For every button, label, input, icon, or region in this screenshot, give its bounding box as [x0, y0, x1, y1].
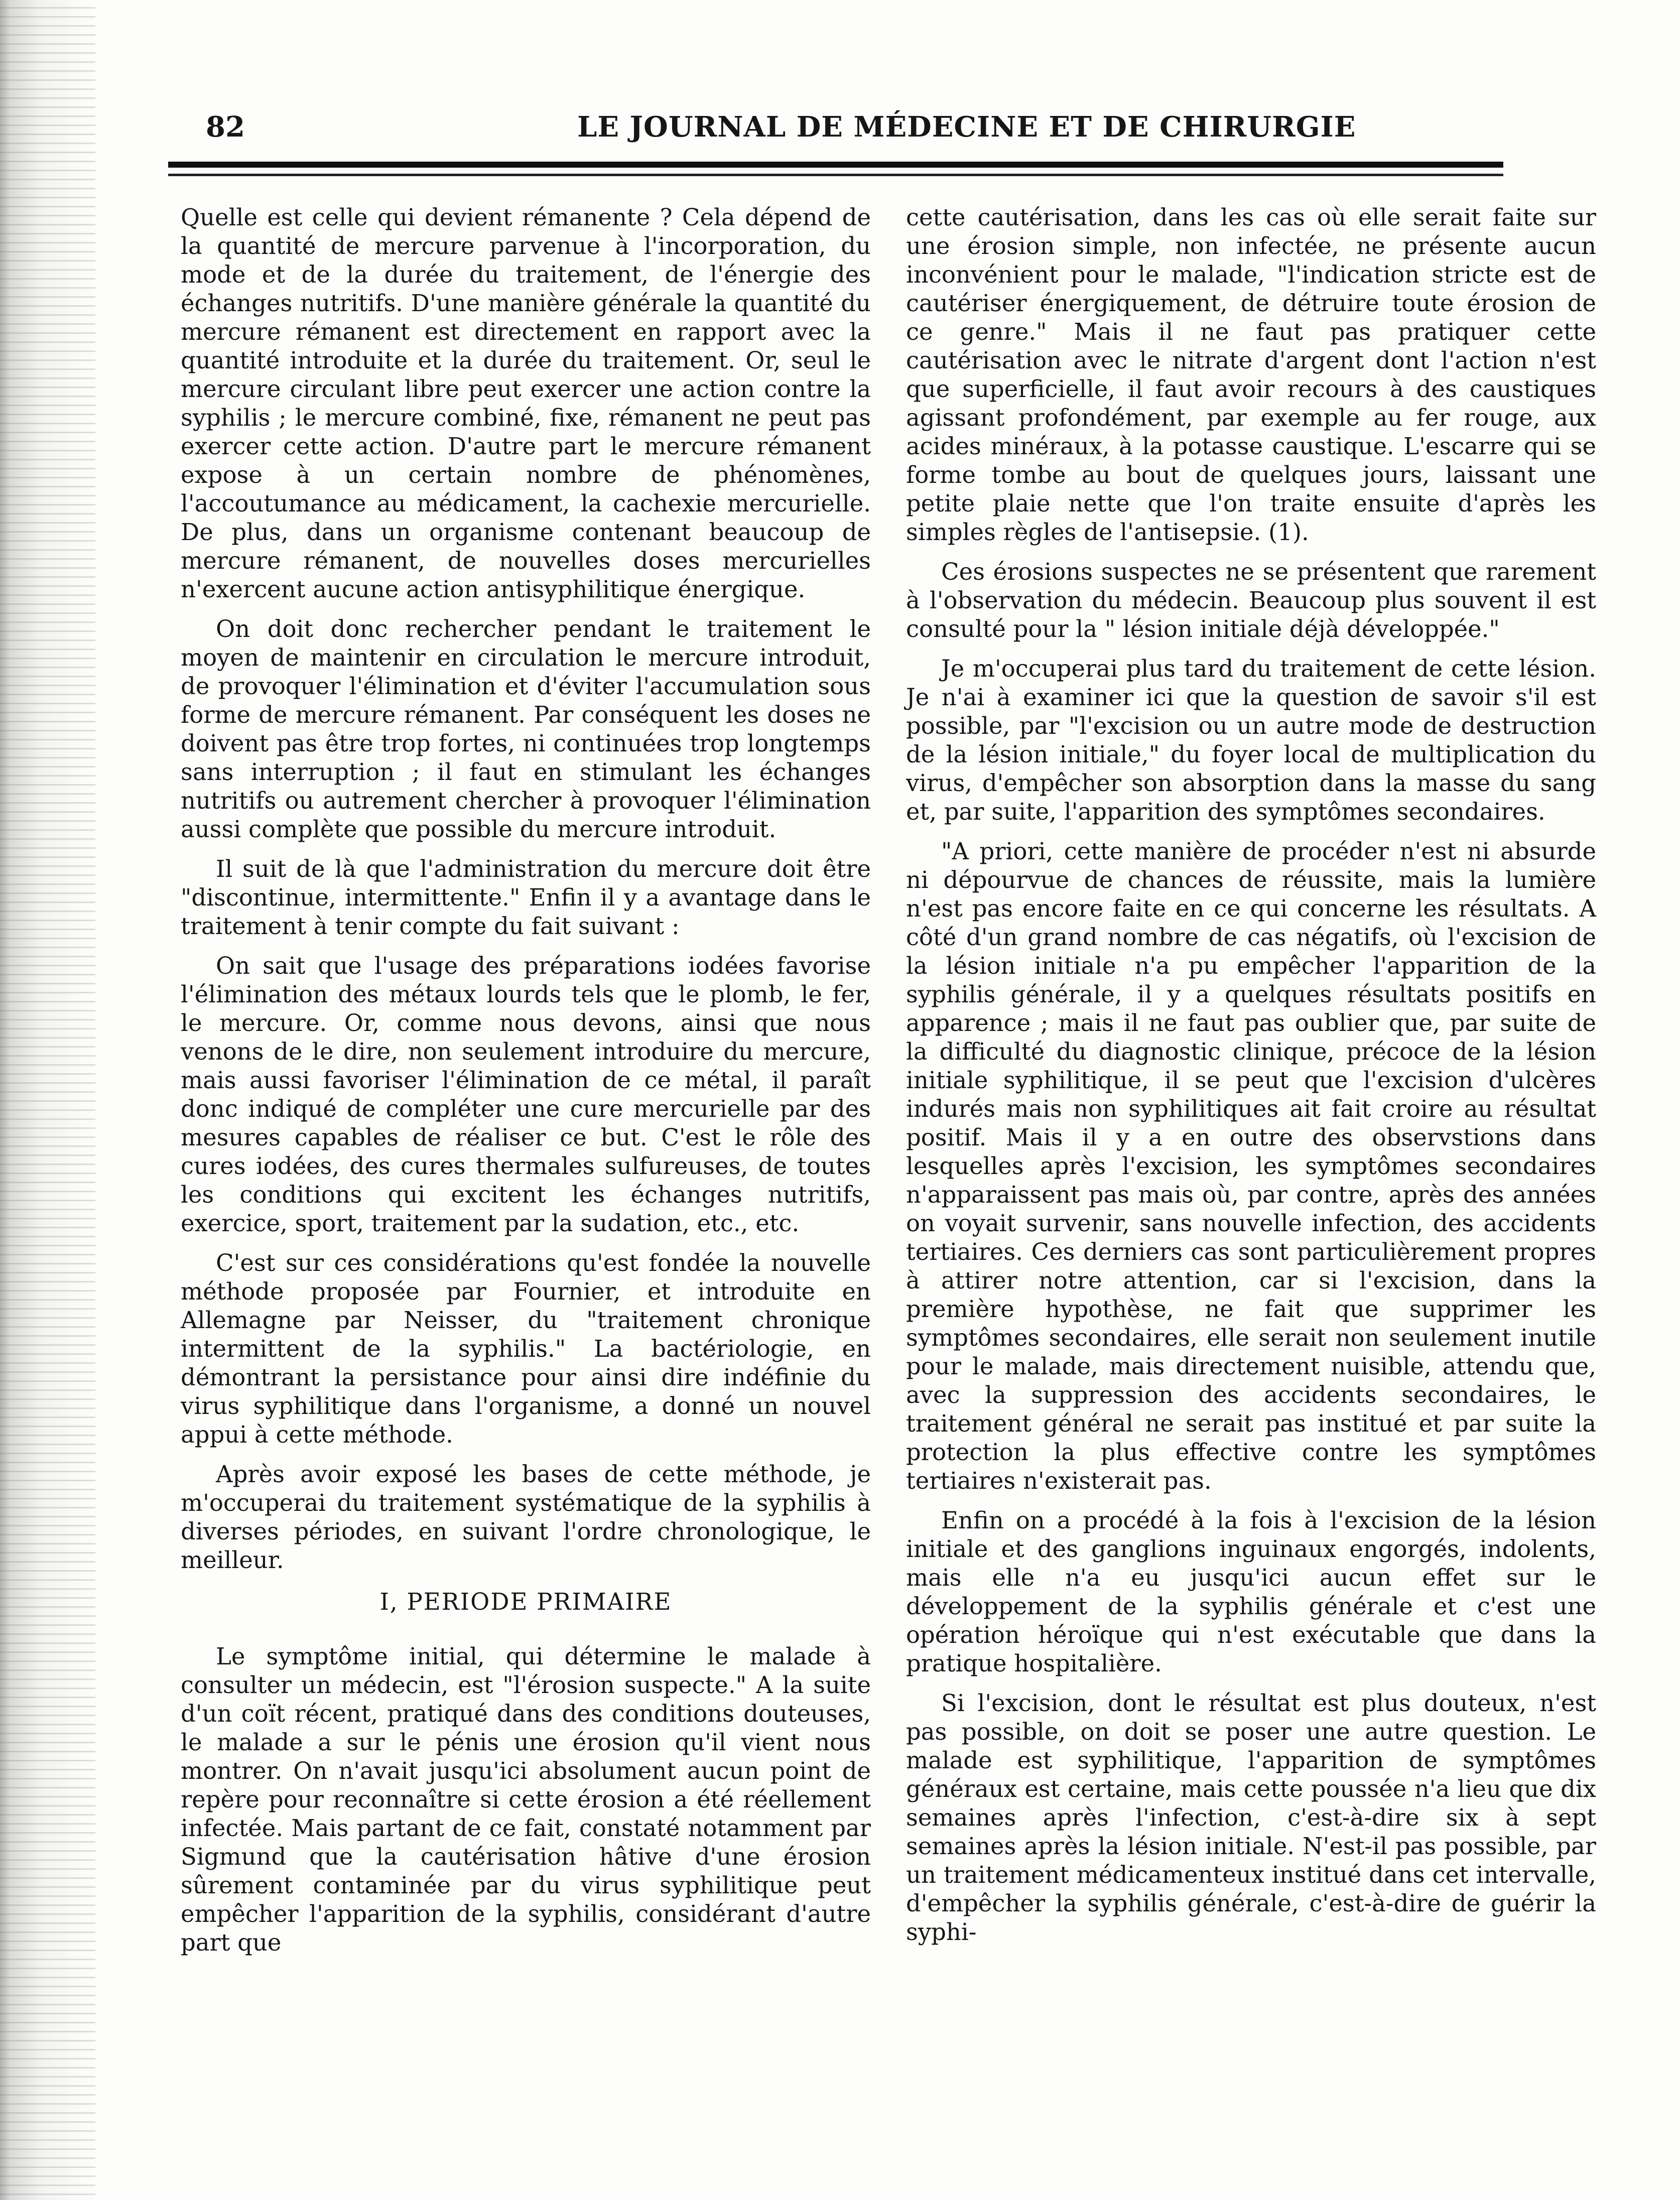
paragraph: Enfin on a procédé à la fois à l'excision de la lésion initiale et des ganglions inguinaux engorgés, indolents, mais elle n'a eu jusqu'ici aucun effet sur le développement de la syphilis générale et c'est une opération héroïque qui n'est exécutable que dans la pratique hospitalière.: [906, 1507, 1596, 1677]
paragraph: Ces érosions suspectes ne se présentent que rarement à l'observation du médecin. Beaucoup plus souvent il est consulté pour la " lésion initiale déjà développée.": [906, 558, 1596, 642]
paragraph: Le symptôme initial, qui détermine le malade à consulter un médecin, est "l'érosion suspecte." A la suite d'un coït récent, pratiqué dans des conditions douteuses, le malade a sur le pénis une érosion qu'il vient nous montrer. On n'avait jusqu'ici absolument aucun point de repère pour reconnaître si cette érosion a été réellement infectée. Mais partant de ce fait, constaté notamment par Sigmund que la cautérisation hâtive d'une érosion sûrement contaminée par du virus syphilitique peut empêcher l'apparition de la syphilis, considérant d'autre part que: [181, 1643, 871, 1956]
paragraph: On doit donc rechercher pendant le traitement le moyen de maintenir en circulation le mercure introduit, de provoquer l'élimination et d'éviter l'accumulation sous forme de mercure rémanent. Par conséquent les doses ne doivent pas être trop fortes, ni continuées trop longtemps sans interruption ; il faut en stimulant les échanges nutritifs ou autrement chercher à provoquer l'élimination aussi complète que possible du mercure introduit.: [181, 615, 871, 843]
header-rule-thin: [168, 174, 1503, 176]
paragraph: "A priori, cette manière de procéder n'est ni absurde ni dépourvue de chances de réussite, mais la lumière n'est pas encore faite en ce qui concerne les résultats. A côté d'un grand nombre de cas négatifs, où l'excision de la lésion initiale n'a pu empêcher l'apparition de la syphilis générale, il y a quelques résultats positifs en apparence ; mais il ne faut pas oublier que, par suite de la difficulté du diagnostic clinique, précoce de la lésion initiale syphilitique, il se peut que l'excision d'ulcères indurés mais non syphilitiques ait fait croire au résultat positif. Mais il y a en outre des observstions dans lesquelles après l'excision, les symptômes secondaires n'apparaissent pas mais où, par contre, après des années on voyait survenir, sans nouvelle infection, des accidents tertiaires. Ces derniers cas sont particulièrement propres à attirer notre attention, car si l'excision, dans la première hypothèse, ne fait que supprimer les symptômes secondaires, elle serait non seulement inutile pour le malade, mais directement nuisible, attendu que, avec la suppression des accidents secondaires, le traitement général ne serait pas institué et par suite la protection la plus effective contre les symptômes tertiaires n'existerait pas.: [906, 838, 1596, 1494]
paragraph: cette cautérisation, dans les cas où elle serait faite sur une érosion simple, non infectée, ne présente aucun inconvénient pour le malade, "l'indication stricte est de cautériser énergiquement, de détruire toute érosion de ce genre." Mais il ne faut pas pratiquer cette cautérisation avec le nitrate d'argent dont l'action n'est que superficielle, il faut avoir recours à des caustiques agissant profondément, par exemple au fer rouge, aux acides minéraux, à la potasse caustique. L'escarre qui se forme tombe au bout de quelques jours, laissant une petite plaie nette que l'on traite ensuite d'après les simples règles de l'antisepsie. (1).: [906, 204, 1596, 546]
right-column: [906, 203, 1596, 1958]
page-number: 82: [206, 110, 245, 144]
paragraph: Il suit de là que l'administration du mercure doit être "discontinue, intermittente." Enfin il y a avantage dans le traitement à tenir compte du fait suivant :: [181, 855, 871, 940]
page-header: [166, 100, 1506, 151]
section-heading: I, PERIODE PRIMAIRE: [379, 1588, 672, 1615]
paragraph: Si l'excision, dont le résultat est plus douteux, n'est pas possible, on doit se poser une autre question. Le malade est syphilitique, l'apparition de symptômes généraux est certaine, mais cette poussée n'a lieu que dix semaines après l'infection, c'est-à-dire six à sept semaines après la lésion initiale. N'est-il pas possible, par un traitement médicamenteux institué dans cet intervalle, d'empêcher la syphilis générale, c'est-à-dire de guérir la syphi-: [906, 1690, 1596, 1946]
header-rule-thick: [168, 162, 1503, 168]
paragraph: Je m'occuperai plus tard du traitement de cette lésion. Je n'ai à examiner ici que la question de savoir s'il est possible, par "l'excision ou un autre mode de destruction de la lésion initiale," du foyer local de multiplication du virus, d'empêcher son absorption dans la masse du sang et, par suite, l'apparition des symptômes secondaires.: [906, 655, 1596, 825]
left-column: [181, 203, 871, 1968]
paragraph: Après avoir exposé les bases de cette méthode, je m'occuperai du traitement systématique de la syphilis à diverses périodes, en suivant l'ordre chronologique, le meilleur.: [181, 1461, 871, 1574]
scan-shadow-edge: [0, 0, 95, 2200]
paragraph: On sait que l'usage des préparations iodées favorise l'élimination des métaux lourds tels que le plomb, le fer, le mercure. Or, comme nous devons, ainsi que nous venons de le dire, non seulement introduire du mercure, mais aussi favoriser l'élimination de ce métal, il paraît donc indiqué de compléter une cure mercurielle par des mesures capables de réaliser ce but. C'est le rôle des cures iodées, des cures thermales sulfureuses, de toutes les conditions qui excitent les échanges nutritifs, exercice, sport, traitement par la sudation, etc., etc.: [181, 952, 871, 1237]
journal-title: LE JOURNAL DE MÉDECINE ET DE CHIRURGIE: [577, 110, 1356, 144]
paragraph: C'est sur ces considérations qu'est fondée la nouvelle méthode proposée par Fournier, et introduite en Allemagne par Neisser, du "traitement chronique intermittent de la syphilis." La bactériologie, en démontrant la persistance pour ainsi dire indéfinie du virus syphilitique dans l'organisme, a donné un nouvel appui à cette méthode.: [181, 1249, 871, 1448]
paragraph: Quelle est celle qui devient rémanente ? Cela dépend de la quantité de mercure parvenue à l'incorporation, du mode et de la durée du traitement, de l'énergie des échanges nutritifs. D'une manière générale la quantité du mercure rémanent est directement en rapport avec la quantité introduite et la durée du traitement. Or, seul le mercure circulant libre peut exercer une action contre la syphilis ; le mercure combiné, fixe, rémanent ne peut pas exercer cette action. D'autre part le mercure rémanent expose à un certain nombre de phénomènes, l'accoutumance au médicament, la cachexie mercurielle. De plus, dans un organisme contenant beaucoup de mercure rémanent, de nouvelles doses mercurielles n'exercent aucune action antisyphilitique énergique.: [181, 204, 871, 603]
